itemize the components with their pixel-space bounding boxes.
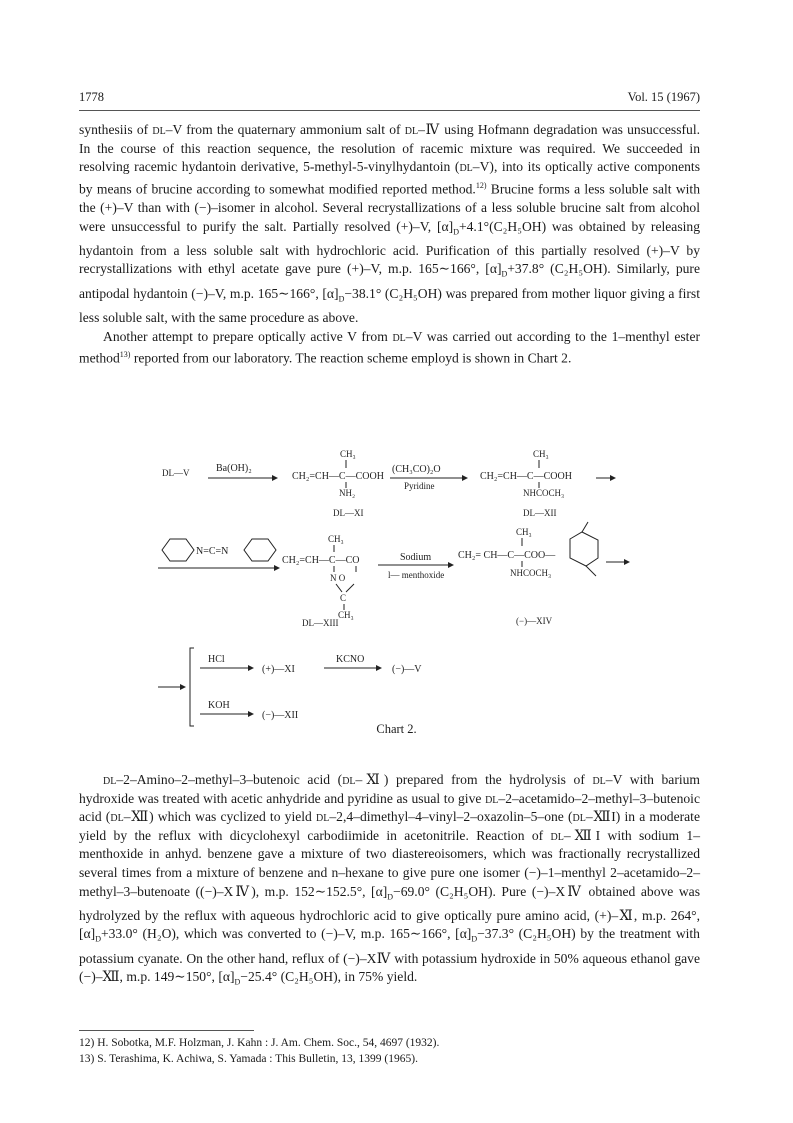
label-kcno: KCNO [336, 654, 365, 665]
label-dcc: N=C=N [196, 546, 229, 557]
label-m-xii: (−)—XII [262, 710, 299, 721]
page-number: 1778 [79, 90, 104, 104]
body-text-top [79, 121, 700, 368]
label-pyridine: Pyridine [404, 481, 435, 491]
label-m-v: (−)—V [392, 664, 422, 675]
label-menthoxide: l— menthoxide [388, 570, 445, 580]
label-dl-v: DL—V [162, 468, 190, 478]
reaction-scheme [140, 412, 700, 732]
label-ch3-xiv: CH₃ [516, 527, 532, 537]
paragraph-3: dl–2–Amino–2–methyl–3–butenoic acid (dl–Ⅺ) prepared from the hydrolysis of dl–V with barium hydroxide was treated with acetic anhydride and pyridine as usual to give dl–2–acetamido–2–methyl–3–butenoic acid (dl–Ⅻ) which was cyclized to yield dl–2,4–dimethyl–4–vinyl–2–oxazolin–5–one (dl–ⅫI) in a moderate yield by the reflux with dicyclohexyl carbodiimide in acetonitrile. Reaction of dl–ⅫI with sodium 1–menthoxide in anhyd. benzene gave a mixture of two diastereoisomers, which was fractionally recrystallized several times from a mixture of benzene and n–hexane to give pure one isomer (−)–1–menthyl 2–acetamido–2–methyl–3–butenoate ((−)–XⅣ), m.p. 152∼152.5°, $[\alpha]_D-69.0^\circ$ (C₂H₅OH). Pure (−)–XⅣ obtained above was hydrolyzed by the reflux with aqueous hydrochloric acid to give optically pure amino acid, (+)–Ⅺ, m.p. 264°, $[\alpha]_D+33.0^\circ$ (H₂O), which was converted to (−)–V, m.p. 165∼166°, $[\alpha]_D-37.3^\circ$ (C₂H₅OH) by the treatment with potassium cyanate. On the other hand, reflux of (−)–XⅣ with potassium hydroxide in 50% aqueous ethanol gave (−)–Ⅻ, m.p. 149∼150°, $[\alpha]_D-25.4^\circ$ (C₂H₅OH), in 75% yield. [79, 772, 701, 988]
header-rule [79, 110, 700, 111]
label-baoh: Ba(OH)₂ [216, 463, 252, 474]
label-nhcoch3-xii: NHCOCH₃ [523, 488, 565, 498]
chart-caption: Chart 2. [376, 722, 417, 736]
label-dl-xi: DL—XI [333, 508, 364, 518]
compound-xiii: CH₂=CH—C—CO [282, 555, 360, 566]
footnote-12: 12) H. Sobotka, M.F. Holzman, J. Kahn : J. Am. Chem. Soc., 54, 4697 (1932). [79, 1037, 440, 1049]
label-hcl: HCl [208, 654, 225, 665]
label-dl-xiii: DL—XIII [302, 618, 339, 628]
label-ch3-xii: CH₃ [533, 449, 549, 459]
footnote-rule [79, 1030, 254, 1031]
label-ch3-xi: CH₃ [340, 449, 356, 459]
compound-xi: CH₂=CH—C—COOH [292, 471, 384, 482]
label-ch3-ring: CH₃ [338, 610, 354, 620]
label-p-xi: (+)—XI [262, 664, 295, 675]
label-nh2: NH₂ [339, 488, 356, 498]
label-n-o: N O [330, 573, 346, 583]
label-ch3-xiii: CH₃ [328, 534, 344, 544]
compound-xiv: CH₂= CH—C—COO— [458, 550, 556, 561]
label-dl-xii: DL—XII [523, 508, 557, 518]
label-c-ring: C [340, 593, 347, 603]
paragraph-1: synthesiis of dl–V from the quaternary ammonium salt of dl–Ⅳ using Hofmann degradation was unsuccessful. In the course of this reaction sequence, the resolution of racemic mixture was required. We succeeded in resolving racemic hydantoin derivative, 5-methyl-5-vinylhydantoin (dl–V), into its optically active components by means of brucine according to somewhat modified reported method.$^{12)}$ Brucine forms a less soluble salt with the (+)–V than with (−)–isomer in alcohol. Several recrystallizations of a less soluble brucine salt from alcohol were unsuccessful to purify the salt. Partially resolved (+)–V, $[\alpha]_D+4.1^\circ(C_2H_5OH)$ was obtained by releasing hydantoin from a less soluble salt with hydrochloric acid. Purification of this partially resolved (+)–V by recrystallizations with ethyl acetate gave pure (+)–V, m.p. 165∼166°, $[\alpha]_D+37.8^\circ$ (C₂H₅OH). Similarly, pure antipodal hydantoin (−)–V, m.p. 165∼166°, $[\alpha]_D-38.1^\circ$ (C₂H₅OH) was prepared from mother liquor giving a first less soluble salt, with the same procedure as above. [79, 122, 700, 326]
cyclohexyl-ring-left [162, 539, 194, 561]
body-text-bottom [79, 771, 700, 993]
label-sodium: Sodium [400, 552, 432, 563]
label-koh: KOH [208, 700, 230, 711]
footnote-13: 13) S. Terashima, K. Achiwa, S. Yamada : This Bulletin, 13, 1399 (1965). [79, 1053, 418, 1065]
label-ac2o: (CH₃CO)₂O [392, 464, 441, 475]
arrow-1-head [272, 475, 278, 481]
compound-xii: CH₂=CH—C—COOH [480, 471, 572, 482]
label-nhcoch3-xiv: NHCOCH₃ [510, 568, 552, 578]
paragraph-2: Another attempt to prepare optically active V from dl–V was carried out according to the 1–menthyl ester method$^{13)}$ reported from our laboratory. The reaction scheme employd is shown in Chart 2. [79, 328, 700, 366]
bracket [190, 648, 194, 726]
label-m-xiv: (−)—XIV [516, 616, 553, 626]
menthyl-ring [570, 532, 598, 566]
volume-label: Vol. 15 (1967) [627, 90, 700, 104]
cyclohexyl-ring-right [244, 539, 276, 561]
